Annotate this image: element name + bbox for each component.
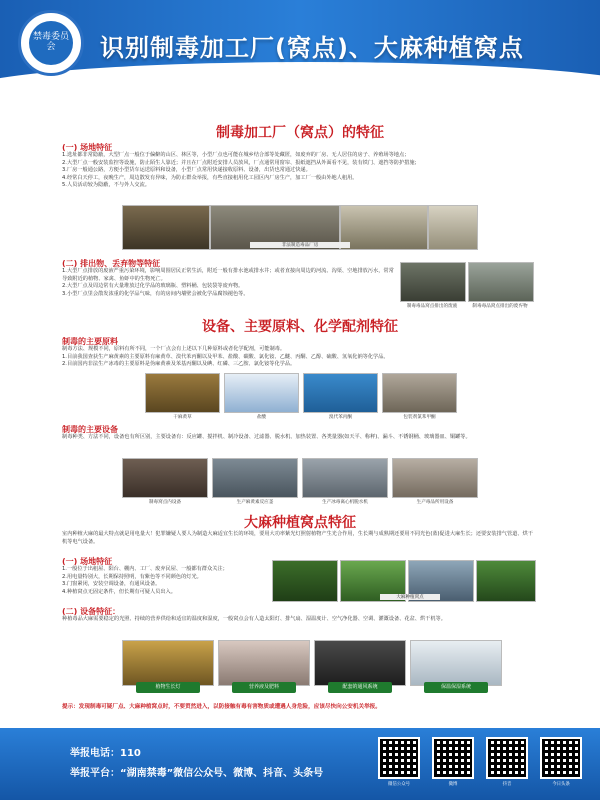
- qr-caption: 今日头条: [552, 782, 570, 787]
- warning-notice: 提示：发现制毒可疑厂点、大麻种植窝点时，不要贸然进入，以防接触有毒有害物质或遭遇人身危险，应该尽快向公安机关举报。: [62, 704, 381, 710]
- qr-caption: 微博: [448, 782, 458, 787]
- paragraph: 3.门窗紧闭，安装空调设备，有通风设备。: [62, 581, 161, 588]
- photo-caption: 干麻黄草: [173, 415, 192, 420]
- section-title-equipment: 设备、主要原料、化学配剂特征: [202, 319, 398, 335]
- paragraph: 1.大型厂点排放的废液严重污染环境，影响周围居民正常生活，附近一般有排水池或排水井；或者直接向周边的河流、沟渠、空地排放污水，常常导致附近的植物、家禽、鱼虾中的生物死亡。: [62, 268, 394, 282]
- factory-photo: [428, 205, 478, 250]
- nutrient-photo: [218, 640, 310, 686]
- factory-photo: [340, 205, 428, 250]
- paragraph: 1.选址都非常隐蔽，大型厂点一般位于偏僻的山区、林区等，小型厂点也可能在城乡结合部等处藏匿，如废弃的厂房、无人居住的房子、养殖场等地点；: [62, 152, 410, 158]
- equipment-text: 制毒种类、方法不同，设备也有所区别，主要设备有：反应罐、搅拌机、制冷设备、过滤器、脱水机、加热装置、各类量器(如天平、称秤)、漏斗、不锈钢桶、玻璃器皿、铜罐等。: [62, 434, 471, 440]
- paragraph: 1.目前我国查获生产麻黄素的主要原料有麻黄草、溴代苯丙酮以及甲苯、盐酸、碳酸、氯化铵、乙醚、丙酮、乙醇、硫酸、氢氧化钠等化学品。: [62, 353, 389, 360]
- equipment-label: 保温保湿系统: [424, 682, 488, 693]
- paragraph: 3.厂房一般通公路，方便小型货车运送原料和设备，小型厂点常用快递接收原料、设备，出货也常通过快递。: [62, 167, 311, 174]
- qr-caption: 微信公众号: [388, 782, 410, 787]
- photo-caption: 生产毒品所用设备: [416, 500, 454, 505]
- paragraph: 3.小型厂点里会散发浓重的化学品气味，有的房间内墙壁会被化学品腐蚀褪色等。: [62, 290, 249, 297]
- subheading-equipment: 制毒的主要设备: [62, 425, 118, 434]
- photo-caption: 盐酸: [256, 415, 267, 420]
- page-footer: [0, 728, 600, 800]
- cannabis-photo: [476, 560, 536, 602]
- bromopropiophenone-photo: [303, 373, 378, 413]
- qr-code-wechat[interactable]: [378, 737, 420, 779]
- paragraph: 2.目前国内非法生产冰毒的主要原料是伪麻黄素及苯基丙酮以及碘、红磷、三乙胺、氯化铵等化学品。: [62, 361, 296, 368]
- subheading-discharge: (二) 排出物、丢弃物等特征: [62, 259, 161, 268]
- photo-caption: 非法制造毒品厂房: [250, 242, 350, 248]
- photo-caption: 生产麻黄素反应釜: [236, 500, 274, 505]
- photo-caption: 制毒毒品窝点排出的废液: [406, 304, 458, 309]
- paragraph: 2.用电量特别大，长期保持照明，有紫色等不同颜色的灯光。: [62, 573, 202, 580]
- photo-caption: 制毒毒品窝点排出的废弃物: [472, 304, 528, 309]
- waste-dump-photo: [468, 262, 534, 302]
- photo-caption: 溴代苯丙酮: [329, 415, 352, 420]
- discharge-text: [62, 268, 398, 298]
- production-equipment-photo: [392, 458, 478, 498]
- subheading-cannabis-equipment: (二) 设备特征：: [62, 607, 121, 616]
- section-title-cannabis: 大麻种植窝点特征: [244, 515, 356, 531]
- ephedra-photo: [145, 373, 220, 413]
- waste-liquid-photo: [400, 262, 466, 302]
- factory-photo: [122, 205, 210, 250]
- photo-caption: 制毒窝点内设备: [148, 500, 182, 505]
- packaging-reagent-photo: [382, 373, 457, 413]
- emblem-logo: [18, 10, 84, 76]
- photo-caption: 生产冰毒离心机脱水机: [322, 500, 368, 505]
- page-header: [0, 0, 600, 92]
- site-features-text: [62, 152, 538, 190]
- report-phone: 举报电话：110: [70, 748, 141, 759]
- qr-code-toutiao[interactable]: [540, 737, 582, 779]
- equipment-photo: [122, 458, 208, 498]
- thermo-photo: [410, 640, 502, 686]
- ventilation-photo: [314, 640, 406, 686]
- equipment-label: 植物生长灯: [136, 682, 200, 693]
- photo-caption: 包装剂氯苯甲酮: [403, 415, 436, 420]
- paragraph: 2.大型厂点及周边常有大量堆放过化学品的玻璃瓶、塑料桶、包装袋等废弃物。: [62, 283, 244, 290]
- subheading-raw-materials: 制毒的主要原料: [62, 337, 118, 346]
- hydrochloric-acid-photo: [224, 373, 299, 413]
- equipment-label: 营养液及肥料: [232, 682, 296, 693]
- equipment-label: 配套的通风系统: [328, 682, 392, 693]
- header-wave: [0, 62, 600, 92]
- section-title-factory: 制毒加工厂（窝点）的特征: [216, 125, 384, 141]
- cannabis-photo: [272, 560, 338, 602]
- qr-code-douyin[interactable]: [486, 737, 528, 779]
- report-platforms: 举报平台：“湖南禁毒”微信公众号、微博、抖音、头条号: [70, 768, 324, 779]
- reactor-photo: [212, 458, 298, 498]
- page-title: 识别制毒加工厂(窝点)、大麻种植窝点: [100, 34, 524, 62]
- paragraph: 2.大型厂点一般安装监控等设施，防止陌生人靠近；并且在厂点附近安排人员放风，厂点通常用窗帘、报纸遮挡从外面看不见，装有铁门、遮挡等防护措施；: [62, 159, 420, 166]
- centrifuge-photo: [302, 458, 388, 498]
- paragraph: 5.人员活动较为隐蔽，不与外人交流。: [62, 182, 150, 189]
- qr-caption: 抖音: [502, 782, 512, 787]
- paragraph: 1.一般位于出租屋、阳台、棚内、工厂、废弃民屋、一般都有群众关注；: [62, 566, 228, 572]
- subheading-site: (一) 场地特征: [62, 143, 113, 152]
- subheading-cannabis-site: (一) 场地特征: [62, 557, 113, 566]
- paragraph: 制毒方法、规模不同，原料有所不同，一个厂点会有上述以下几种原料或者化学配剂，可能制毒。: [62, 346, 286, 352]
- paragraph: 4.经常白天停工，夜晚生产，周边散发有异味，为防止群众举报，有些直接租用化工园区内厂房生产，加工厂一般由外地人租用。: [62, 174, 358, 181]
- emblem-text: 禁毒委员会: [29, 21, 73, 65]
- cannabis-intro-text: 室内种植大麻的最大特点就是用电量大！犯罪嫌疑人要人为制造大麻适宜生长的环境，要用大功率紫光灯照射植物产生光合作用，生长期与成熟期还要用不同光色(蓝)促进大麻生长；还要安装排气管道、烘干机等电气设备。: [62, 531, 533, 545]
- cannabis-equipment-text: 种植毒品大麻需要稳定的光照、持续的营养供给和适宜的温度和湿度，一般窝点会有人造太阳灯、排气扇、湿温度计、空气净化器、空调、灌溉设备、花盆、烘干机等。: [62, 616, 446, 622]
- paragraph: 4.种植窝点无固定条件，但长期有可疑人员出入。: [62, 588, 176, 595]
- cannabis-site-text: [62, 566, 262, 596]
- grow-light-photo: [122, 640, 214, 686]
- photo-caption: 大麻种植窝点: [380, 594, 440, 600]
- raw-materials-text: [62, 346, 538, 369]
- qr-code-weibo[interactable]: [432, 737, 474, 779]
